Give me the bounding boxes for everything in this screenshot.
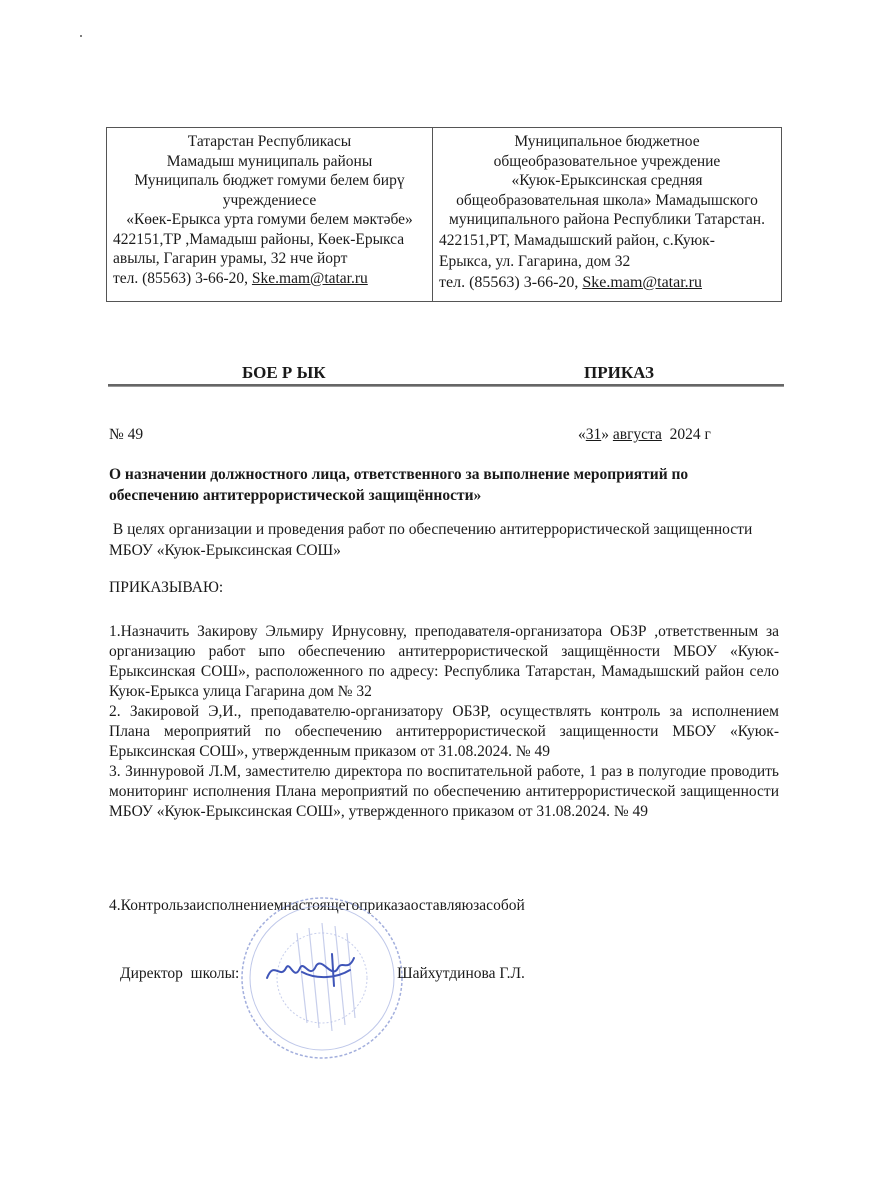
contacts-russian xyxy=(439,272,775,294)
date-year: 2024 г xyxy=(661,426,711,443)
signatory-title: Директор школы: xyxy=(120,965,240,982)
order-item-1: 1.Назначить Закирову Эльмиру Ирнусовну, преподавателя-организатора ОБЗР ,ответственным за организацию работ ыпо обеспечению антитеррористической защищённости МБОУ «Куюк-Ерыксинская СОШ», расположенного по адресу: Республика Татарстан, Мамадышский район село Куюк-Ерыкса улица Гагарина дом № 32 xyxy=(109,623,779,700)
org-name-russian-3: «Куюк-Ерыксинская средняя xyxy=(511,172,703,189)
preamble: В целях организации и проведения работ по обеспечению антитеррористической защищенности МБОУ «Куюк-Ерыксинская СОШ» xyxy=(109,521,757,559)
org-name-russian-1: Муниципальное бюджетное xyxy=(514,133,700,150)
order-number: № 49 xyxy=(109,426,144,443)
date-close-quote: » xyxy=(601,426,609,443)
address-russian-2: Ерыкса, ул. Гагарина, дом 32 xyxy=(439,252,631,270)
date-day: 31 xyxy=(585,426,602,443)
order-date xyxy=(578,426,711,444)
email-link-tatar[interactable]: Ske.mam@tatar.ru xyxy=(251,269,368,287)
letterhead-russian xyxy=(433,128,781,301)
order-items xyxy=(109,622,779,822)
email-link-russian[interactable]: Ske.mam@tatar.ru xyxy=(582,273,702,291)
org-name-russian-2: общеобразовательное учреждение xyxy=(493,152,721,170)
org-name-tatar-3: Муниципаль бюджет гомуми белем бирү xyxy=(134,172,405,189)
order-directive: ПРИКАЗЫВАЮ: xyxy=(109,579,224,596)
org-name-russian-4: общеобразовательная школа» Мамадышского xyxy=(456,191,758,209)
signatory-name: Шайхутдинова Г.Л. xyxy=(397,965,525,982)
address-tatar-2: авылы, Гагарин урамы, 32 нче йорт xyxy=(113,250,348,267)
address-tatar-1: 422151,ТР ,Мамадыш районы, Көек-Ерыкса xyxy=(113,230,405,248)
phone-tatar: тел. (85563) 3-66-20, xyxy=(113,269,252,287)
date-month: августа xyxy=(612,426,662,443)
org-name-tatar-1: Татарстан Республикасы xyxy=(187,133,352,150)
phone-russian: тел. (85563) 3-66-20, xyxy=(439,273,583,291)
org-name-tatar-2: Мамадыш муниципаль районы xyxy=(166,152,373,170)
address-russian-1: 422151,РТ, Мамадышский район, с.Куюк- xyxy=(439,231,715,249)
title-tatar: БОЕ Р ЫК xyxy=(242,363,326,382)
date-open-quote: « xyxy=(578,426,586,443)
org-name-tatar-4: учреждениесе xyxy=(222,191,317,209)
order-item-2: 2. Закировой Э,И., преподавателю-организатору ОБЗР, осуществлять контроль за исполнением Плана мероприятий по обеспечению антитеррористической защищенности МБОУ «Куюк-Ерыксинская СОШ», утвержденным приказом от 31.08.2024. № 49 xyxy=(109,703,779,760)
letterhead-table xyxy=(106,127,782,302)
letterhead-tatar xyxy=(107,128,433,301)
title-russian: ПРИКАЗ xyxy=(584,363,654,382)
org-name-russian-5: муниципального района Республики Татарстан. xyxy=(449,211,765,228)
document-type-heading xyxy=(106,363,784,383)
order-item-3: 3. Зиннуровой Л.М, заместителю директора по воспитательной работе, 1 раз в полугодие проводить мониторинг исполнения Плана мероприятий по обеспечению антитеррористической защищенности МБОУ «Куюк-Ерыксинская СОШ», утвержденного приказом от 31.08.2024. № 49 xyxy=(109,763,779,820)
order-item-4: 4.Контрользаисполнениемнастоящегоприказаоставляюзасобой xyxy=(109,897,525,914)
document-title: О назначении должностного лица, ответственного за выполнение мероприятий по обеспечению антитеррористической защищённости» xyxy=(109,466,689,504)
contacts-tatar xyxy=(113,269,426,289)
header-divider xyxy=(108,384,784,387)
org-name-tatar-5: «Көек-Ерыкса урта гомуми белем мәктәбе» xyxy=(126,211,413,228)
scan-speck xyxy=(80,35,82,37)
signature-icon xyxy=(262,950,362,990)
